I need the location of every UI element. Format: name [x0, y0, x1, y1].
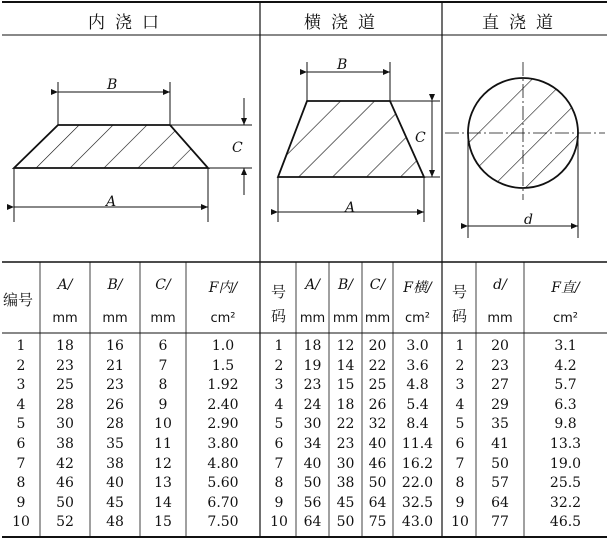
cell-sprue-f: 6.3 [554, 396, 577, 413]
cell-runner-number: 8 [274, 475, 284, 492]
cell-sprue-f: 9.8 [554, 416, 577, 433]
cell-sprue-d: 27 [491, 377, 509, 394]
cell-inner-f: 6.70 [207, 494, 239, 511]
cell-sprue-number: 7 [455, 455, 465, 472]
cell-runner-number: 10 [270, 514, 288, 531]
cell-sprue-f: 32.2 [549, 494, 582, 511]
cell-runner-f: 43.0 [401, 514, 434, 531]
cell-inner-a: 28 [56, 396, 74, 413]
cell-runner-a: 24 [303, 396, 322, 413]
cell-runner-b: 12 [336, 338, 355, 354]
cell-row-number: 6 [16, 436, 26, 452]
unit-mm: mm [52, 311, 78, 326]
cell-sprue-number: 9 [455, 494, 465, 511]
dim-label-a: A [345, 200, 356, 216]
cell-row-number: 10 [12, 514, 30, 531]
cell-row-number: 1 [16, 338, 26, 354]
cell-inner-c: 6 [158, 338, 168, 354]
cell-inner-c: 7 [158, 357, 168, 374]
cell-sprue-d: 50 [491, 455, 509, 472]
cell-runner-c: 25 [368, 377, 387, 394]
cell-runner-b: 30 [336, 455, 355, 472]
cell-runner-number: 1 [274, 338, 284, 354]
cell-inner-c: 13 [154, 475, 172, 492]
cell-sprue-f: 25.5 [549, 475, 582, 492]
col-label-number: 号码 [452, 283, 468, 325]
cell-inner-a: 50 [56, 494, 74, 511]
cell-inner-f: 1.0 [211, 338, 235, 354]
cell-inner-c: 14 [154, 494, 172, 511]
cell-sprue-number: 4 [455, 396, 465, 413]
unit-cm2: cm² [552, 311, 579, 326]
cell-sprue-number: 10 [451, 514, 469, 531]
cell-sprue-f: 4.2 [554, 357, 577, 374]
cell-row-number: 2 [16, 357, 26, 374]
unit-mm: mm [150, 311, 176, 326]
cell-runner-f: 3.0 [406, 338, 429, 354]
cell-inner-a: 23 [56, 357, 74, 374]
header-b: B/ [337, 277, 353, 293]
cell-inner-f: 1.92 [207, 377, 239, 394]
cell-row-number: 4 [16, 396, 26, 413]
section-title-sprue: 直浇道 [482, 13, 563, 33]
cell-runner-a: 64 [303, 514, 322, 531]
header-b: B/ [107, 277, 123, 293]
cell-inner-c: 12 [154, 455, 172, 472]
cell-sprue-number: 3 [455, 377, 465, 394]
cell-runner-number: 4 [274, 396, 284, 413]
cell-inner-b: 38 [106, 455, 124, 472]
cell-inner-b: 45 [106, 494, 124, 511]
cell-inner-c: 15 [154, 514, 172, 531]
unit-mm: mm [299, 311, 326, 326]
inner-gate-diagram [14, 82, 252, 222]
cell-inner-b: 40 [106, 475, 124, 492]
dim-label-b: B [337, 57, 348, 73]
unit-mm: mm [364, 311, 391, 326]
cell-runner-number: 5 [274, 416, 284, 433]
cell-sprue-f: 46.5 [549, 514, 582, 531]
header-a: A/ [57, 277, 73, 293]
cell-runner-c: 64 [368, 494, 387, 511]
col-label-number: 编号 [3, 291, 34, 309]
cell-sprue-number: 5 [455, 416, 465, 433]
cell-sprue-f: 5.7 [554, 377, 577, 394]
cell-inner-b: 26 [106, 396, 124, 413]
cell-runner-b: 22 [336, 416, 355, 433]
cell-runner-b: 50 [336, 514, 355, 531]
cell-runner-f: 11.4 [401, 436, 434, 452]
cell-sprue-f: 19.0 [549, 455, 582, 472]
cell-runner-b: 23 [336, 436, 355, 452]
cell-runner-c: 20 [368, 338, 387, 354]
cell-runner-a: 19 [303, 357, 322, 374]
cell-inner-a: 42 [56, 455, 74, 472]
cell-row-number: 7 [16, 455, 26, 472]
cell-runner-number: 7 [274, 455, 284, 472]
dim-label-c: C [232, 140, 243, 156]
cell-inner-c: 9 [158, 396, 168, 413]
cell-inner-b: 35 [106, 436, 124, 452]
cell-sprue-d: 64 [491, 494, 509, 511]
cell-runner-f: 3.6 [406, 357, 429, 374]
cell-inner-f: 3.80 [207, 436, 239, 452]
cell-runner-c: 46 [368, 455, 387, 472]
cell-runner-a: 23 [303, 377, 322, 394]
cell-inner-a: 30 [56, 416, 74, 433]
cell-runner-f: 5.4 [406, 396, 429, 413]
cell-inner-f: 5.60 [207, 475, 239, 492]
cell-inner-a: 25 [56, 377, 74, 394]
unit-cm2: cm² [210, 311, 236, 326]
unit-cm2: cm² [404, 311, 431, 326]
cell-sprue-number: 6 [455, 436, 465, 452]
cell-runner-f: 16.2 [401, 455, 434, 472]
cell-inner-a: 52 [56, 514, 74, 531]
cell-runner-a: 34 [303, 436, 322, 452]
cell-runner-a: 40 [303, 455, 322, 472]
cell-runner-f: 22.0 [401, 475, 434, 492]
cell-runner-number: 9 [274, 494, 284, 511]
unit-mm: mm [332, 311, 359, 326]
dim-label-a: A [106, 194, 117, 210]
cell-runner-b: 18 [336, 396, 355, 413]
cell-runner-c: 50 [368, 475, 387, 492]
cell-sprue-d: 41 [491, 436, 509, 452]
header-c: C/ [369, 277, 386, 293]
cell-runner-c: 26 [368, 396, 387, 413]
header-f-runner: F横/ [403, 280, 432, 296]
cell-inner-f: 2.90 [207, 416, 239, 433]
cell-sprue-f: 3.1 [554, 338, 577, 354]
section-title-inner-gate: 内浇口 [88, 13, 169, 33]
cell-inner-f: 7.50 [207, 514, 239, 531]
col-label-number: 号码 [271, 283, 287, 325]
cell-row-number: 5 [16, 416, 26, 433]
cell-runner-number: 3 [274, 377, 284, 394]
cell-sprue-d: 57 [491, 475, 509, 492]
cell-runner-a: 18 [303, 338, 322, 354]
cell-row-number: 9 [16, 494, 26, 511]
header-f-sprue: F直/ [551, 280, 580, 296]
cell-inner-c: 11 [154, 436, 172, 452]
cell-runner-b: 38 [336, 475, 355, 492]
cell-sprue-number: 1 [455, 338, 465, 354]
header-f-inner: F内/ [208, 280, 238, 296]
cell-row-number: 3 [16, 377, 26, 394]
cell-runner-a: 30 [303, 416, 322, 433]
cell-runner-c: 40 [368, 436, 387, 452]
cell-inner-b: 48 [106, 514, 124, 531]
unit-mm: mm [487, 311, 513, 326]
cell-runner-a: 56 [303, 494, 322, 511]
cell-runner-c: 75 [368, 514, 387, 531]
dim-label-c: C [415, 130, 426, 146]
cell-inner-c: 10 [154, 416, 172, 433]
cell-sprue-d: 29 [491, 396, 509, 413]
header-a: A/ [305, 277, 320, 293]
cell-runner-b: 15 [336, 377, 355, 394]
cell-inner-f: 2.40 [207, 396, 239, 413]
cell-inner-b: 23 [106, 377, 124, 394]
cell-inner-b: 28 [106, 416, 124, 433]
cell-runner-f: 8.4 [406, 416, 429, 433]
cell-runner-f: 4.8 [406, 377, 429, 394]
header-c: C/ [155, 277, 171, 293]
cell-inner-b: 21 [106, 357, 124, 374]
cell-inner-b: 16 [106, 338, 124, 354]
cell-sprue-d: 20 [491, 338, 509, 354]
cell-runner-c: 22 [368, 357, 387, 374]
cell-runner-a: 50 [303, 475, 322, 492]
dim-label-b: B [107, 77, 118, 93]
header-d: d/ [493, 277, 507, 293]
cell-inner-f: 1.5 [211, 357, 235, 374]
cell-runner-number: 6 [274, 436, 284, 452]
cell-inner-f: 4.80 [207, 455, 239, 472]
cell-runner-b: 14 [336, 357, 355, 374]
dim-label-d: d [524, 212, 533, 228]
cell-sprue-d: 23 [491, 357, 509, 374]
cell-inner-a: 46 [56, 475, 74, 492]
cell-runner-f: 32.5 [401, 494, 434, 511]
cell-sprue-f: 13.3 [549, 436, 582, 452]
cell-inner-a: 38 [56, 436, 74, 452]
cell-runner-b: 45 [336, 494, 355, 511]
cell-sprue-d: 77 [491, 514, 509, 531]
unit-mm: mm [102, 311, 128, 326]
cell-sprue-number: 2 [455, 357, 465, 374]
section-title-runner: 横浇道 [304, 13, 385, 33]
cell-sprue-number: 8 [455, 475, 465, 492]
cell-row-number: 8 [16, 475, 26, 492]
cell-inner-c: 8 [158, 377, 168, 394]
cell-runner-number: 2 [274, 357, 284, 374]
cell-runner-c: 32 [368, 416, 387, 433]
cell-inner-a: 18 [56, 338, 74, 354]
cell-sprue-d: 35 [491, 416, 509, 433]
